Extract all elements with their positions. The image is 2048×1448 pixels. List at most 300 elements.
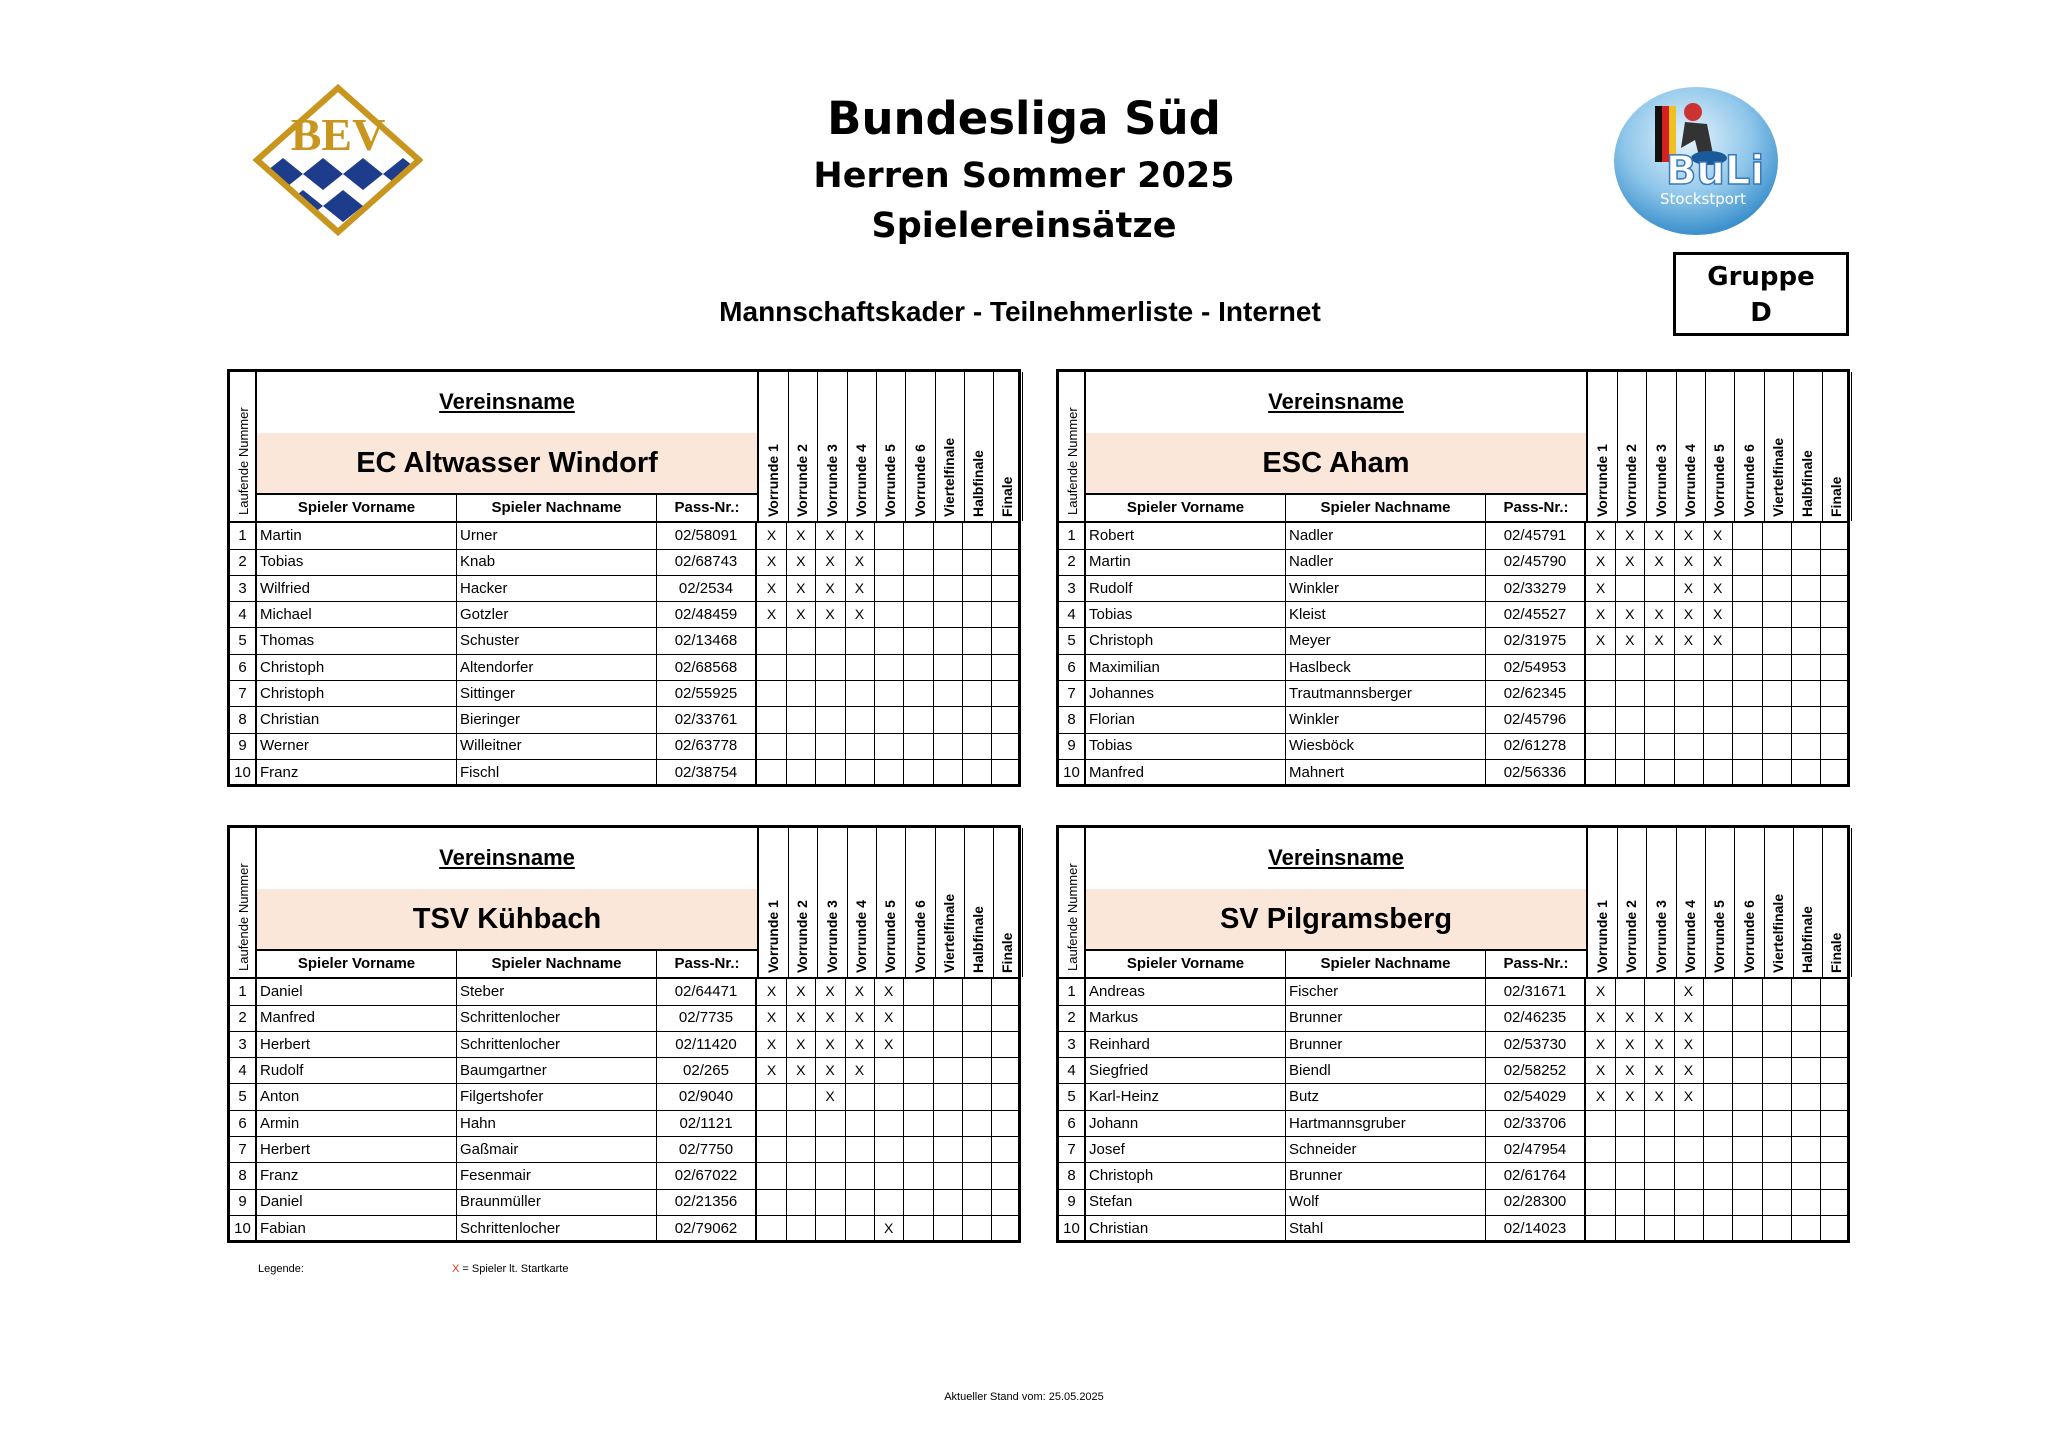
round-mark (1615, 576, 1645, 602)
player-last-name: Meyer (1286, 628, 1486, 654)
round-mark (1703, 1137, 1733, 1163)
round-header: Vorrunde 5 (1705, 828, 1735, 977)
team-table (227, 825, 1021, 1243)
player-first-name: Daniel (257, 979, 457, 1005)
round-mark (1791, 1137, 1821, 1163)
player-row (1059, 1216, 1847, 1243)
round-mark (1791, 549, 1821, 575)
round-mark (1674, 733, 1704, 759)
round-mark (1674, 760, 1704, 787)
round-header: Viertelfinale (1764, 372, 1794, 521)
round-mark (845, 1216, 875, 1243)
player-row (230, 1058, 1018, 1085)
round-mark (874, 628, 904, 654)
player-number: 1 (1059, 979, 1086, 1005)
round-mark: X (1674, 523, 1704, 549)
group-label: Gruppe (1707, 262, 1815, 292)
player-pass-number: 02/45791 (1486, 523, 1586, 549)
player-first-name: Thomas (257, 628, 457, 654)
player-pass-number: 02/63778 (657, 733, 757, 759)
round-mark: X (845, 602, 875, 628)
round-mark (1586, 1189, 1616, 1215)
player-number: 3 (230, 576, 257, 602)
player-first-name: Wilfried (257, 576, 457, 602)
player-number: 6 (230, 655, 257, 681)
player-number: 5 (230, 1084, 257, 1110)
round-mark (962, 979, 992, 1005)
player-pass-number: 02/265 (657, 1058, 757, 1084)
round-mark: X (757, 979, 787, 1005)
round-mark (816, 1111, 846, 1137)
first-name-header: Spieler Vorname (1086, 949, 1286, 977)
round-mark (933, 707, 963, 733)
round-mark (1674, 1189, 1704, 1215)
round-mark (1820, 1084, 1850, 1110)
legend-label: Legende: (258, 1263, 304, 1275)
round-mark (1820, 1163, 1850, 1189)
player-number: 4 (1059, 1058, 1086, 1084)
round-mark (933, 979, 963, 1005)
season-title: Herren Sommer 2025 (813, 156, 1235, 196)
round-mark (1703, 1216, 1733, 1243)
player-number: 1 (230, 523, 257, 549)
round-mark: X (786, 1005, 816, 1031)
round-mark (845, 733, 875, 759)
round-header: Vorrunde 6 (1735, 372, 1765, 521)
player-pass-number: 02/33706 (1486, 1111, 1586, 1137)
player-number: 3 (1059, 576, 1086, 602)
player-pass-number: 02/79062 (657, 1216, 757, 1243)
round-mark (757, 1111, 787, 1137)
round-mark: X (816, 1058, 846, 1084)
round-mark (904, 1032, 934, 1058)
player-pass-number: 02/45790 (1486, 549, 1586, 575)
round-mark: X (874, 979, 904, 1005)
round-mark (904, 1216, 934, 1243)
round-mark (786, 760, 816, 787)
round-header: Vorrunde 2 (788, 372, 818, 521)
round-mark (1820, 655, 1850, 681)
round-mark: X (816, 1084, 846, 1110)
round-mark (1791, 681, 1821, 707)
round-header: Vorrunde 5 (876, 372, 906, 521)
player-number: 6 (1059, 1111, 1086, 1137)
player-number: 7 (1059, 681, 1086, 707)
round-mark: X (1645, 1032, 1675, 1058)
round-mark: X (1703, 523, 1733, 549)
round-mark (874, 1189, 904, 1215)
round-mark (1703, 1163, 1733, 1189)
player-number: 5 (1059, 1084, 1086, 1110)
round-mark (1820, 1111, 1850, 1137)
round-mark (1762, 1111, 1792, 1137)
round-mark (904, 733, 934, 759)
round-mark (1762, 707, 1792, 733)
round-mark: X (1703, 628, 1733, 654)
player-pass-number: 02/53730 (1486, 1032, 1586, 1058)
round-mark (1733, 1137, 1763, 1163)
round-mark (1733, 979, 1763, 1005)
round-mark (933, 628, 963, 654)
player-row (1059, 1084, 1847, 1111)
round-mark (874, 576, 904, 602)
round-mark (816, 1137, 846, 1163)
round-mark: X (1586, 628, 1616, 654)
vereinsname-label: Vereinsname (439, 845, 575, 870)
round-header: Finale (1822, 828, 1852, 977)
round-mark (1791, 707, 1821, 733)
player-first-name: Markus (1086, 1005, 1286, 1031)
round-mark (816, 655, 846, 681)
player-first-name: Anton (257, 1084, 457, 1110)
player-pass-number: 02/56336 (1486, 760, 1586, 787)
round-mark: X (1674, 549, 1704, 575)
round-mark (933, 1137, 963, 1163)
vereinsname-label: Vereinsname (1268, 845, 1404, 870)
player-last-name: Brunner (1286, 1005, 1486, 1031)
player-row (230, 1216, 1018, 1243)
round-mark: X (816, 576, 846, 602)
round-mark: X (1674, 1032, 1704, 1058)
round-mark (933, 1084, 963, 1110)
player-number: 2 (1059, 549, 1086, 575)
round-mark (991, 1189, 1021, 1215)
player-pass-number: 02/61278 (1486, 733, 1586, 759)
player-last-name: Wolf (1286, 1189, 1486, 1215)
round-mark (933, 1058, 963, 1084)
round-mark: X (1674, 1005, 1704, 1031)
player-first-name: Christoph (1086, 628, 1286, 654)
player-row (230, 523, 1018, 550)
player-first-name: Martin (257, 523, 457, 549)
round-header: Vorrunde 2 (1617, 372, 1647, 521)
player-pass-number: 02/33761 (657, 707, 757, 733)
player-row (230, 979, 1018, 1006)
round-mark (1820, 1005, 1850, 1031)
round-mark (1791, 733, 1821, 759)
round-mark: X (1703, 576, 1733, 602)
round-mark: X (757, 549, 787, 575)
player-last-name: Fischl (457, 760, 657, 787)
player-last-name: Gotzler (457, 602, 657, 628)
round-mark (1791, 1032, 1821, 1058)
player-first-name: Martin (1086, 549, 1286, 575)
round-mark (786, 655, 816, 681)
round-header: Halbfinale (1793, 372, 1823, 521)
player-row (1059, 1163, 1847, 1190)
player-number: 4 (1059, 602, 1086, 628)
player-pass-number: 02/31671 (1486, 979, 1586, 1005)
round-header: Vorrunde 5 (1705, 372, 1735, 521)
round-mark (933, 733, 963, 759)
player-number: 8 (1059, 707, 1086, 733)
round-mark (1615, 1163, 1645, 1189)
round-mark (1733, 760, 1763, 787)
round-mark (1703, 707, 1733, 733)
player-last-name: Nadler (1286, 549, 1486, 575)
round-mark: X (1586, 1084, 1616, 1110)
player-row (230, 1163, 1018, 1190)
player-number: 1 (230, 979, 257, 1005)
club-name: SV Pilgramsberg (1086, 889, 1586, 949)
round-mark (904, 628, 934, 654)
round-mark (786, 681, 816, 707)
round-mark (1615, 655, 1645, 681)
round-mark (991, 1163, 1021, 1189)
player-last-name: Schuster (457, 628, 657, 654)
round-mark (1645, 655, 1675, 681)
round-mark (991, 760, 1021, 787)
round-mark (904, 1163, 934, 1189)
player-first-name: Andreas (1086, 979, 1286, 1005)
round-mark (845, 707, 875, 733)
round-header: Halbfinale (964, 372, 994, 521)
player-first-name: Karl-Heinz (1086, 1084, 1286, 1110)
round-mark (1733, 1032, 1763, 1058)
round-mark: X (1615, 602, 1645, 628)
round-mark (1733, 681, 1763, 707)
round-mark (1820, 1216, 1850, 1243)
round-mark (1762, 760, 1792, 787)
round-mark (1674, 681, 1704, 707)
round-mark: X (786, 549, 816, 575)
player-pass-number: 02/67022 (657, 1163, 757, 1189)
player-number: 9 (1059, 733, 1086, 759)
player-pass-number: 02/45527 (1486, 602, 1586, 628)
player-first-name: Franz (257, 760, 457, 787)
round-mark (1674, 1111, 1704, 1137)
player-number: 2 (1059, 1005, 1086, 1031)
player-pass-number: 02/55925 (657, 681, 757, 707)
player-number: 10 (230, 760, 257, 787)
player-number: 7 (1059, 1137, 1086, 1163)
player-first-name: Tobias (1086, 602, 1286, 628)
round-mark (904, 1111, 934, 1137)
player-number: 2 (230, 549, 257, 575)
round-mark (845, 760, 875, 787)
round-mark (757, 628, 787, 654)
round-mark (991, 1032, 1021, 1058)
pass-number-header: Pass-Nr.: (657, 949, 757, 977)
player-last-name: Baumgartner (457, 1058, 657, 1084)
round-mark (1820, 760, 1850, 787)
player-first-name: Josef (1086, 1137, 1286, 1163)
player-first-name: Christian (257, 707, 457, 733)
player-last-name: Bieringer (457, 707, 657, 733)
round-mark (991, 523, 1021, 549)
round-mark (1733, 1084, 1763, 1110)
round-mark (991, 1084, 1021, 1110)
round-mark (757, 655, 787, 681)
round-mark (991, 733, 1021, 759)
round-mark (1791, 576, 1821, 602)
round-headers (757, 372, 1021, 521)
player-row (230, 655, 1018, 682)
player-number: 5 (230, 628, 257, 654)
player-row (1059, 628, 1847, 655)
round-mark (962, 1058, 992, 1084)
player-row (1059, 1189, 1847, 1216)
legend-entry (452, 1263, 568, 1275)
player-last-name: Steber (457, 979, 657, 1005)
round-mark (991, 979, 1021, 1005)
round-mark (991, 1058, 1021, 1084)
player-last-name: Gaßmair (457, 1137, 657, 1163)
round-mark (962, 576, 992, 602)
round-mark (1762, 681, 1792, 707)
round-header: Vorrunde 3 (1647, 828, 1677, 977)
round-mark (1820, 1032, 1850, 1058)
round-mark (816, 733, 846, 759)
round-mark (904, 1058, 934, 1084)
round-mark (786, 733, 816, 759)
player-number: 9 (1059, 1189, 1086, 1215)
round-mark (1820, 1058, 1850, 1084)
round-mark (757, 681, 787, 707)
round-mark (962, 733, 992, 759)
round-mark (1703, 1005, 1733, 1031)
round-mark: X (786, 1032, 816, 1058)
player-number: 8 (230, 707, 257, 733)
round-mark (1586, 681, 1616, 707)
player-number: 7 (230, 1137, 257, 1163)
last-name-header: Spieler Nachname (1286, 949, 1486, 977)
player-pass-number: 02/33279 (1486, 576, 1586, 602)
round-mark: X (1586, 602, 1616, 628)
round-mark (991, 549, 1021, 575)
round-header: Vorrunde 3 (818, 828, 848, 977)
round-mark (962, 549, 992, 575)
round-mark (991, 628, 1021, 654)
player-first-name: Christoph (257, 655, 457, 681)
round-mark (1791, 1058, 1821, 1084)
round-mark (933, 576, 963, 602)
player-first-name: Michael (257, 602, 457, 628)
pass-number-header: Pass-Nr.: (1486, 493, 1586, 521)
round-mark (1703, 1084, 1733, 1110)
round-mark (933, 602, 963, 628)
player-pass-number: 02/58252 (1486, 1058, 1586, 1084)
round-mark (962, 1137, 992, 1163)
subtitle: Mannschaftskader - Teilnehmerliste - Internet (719, 296, 1321, 327)
club-name: ESC Aham (1086, 433, 1586, 493)
round-mark (904, 979, 934, 1005)
round-header: Vorrunde 1 (759, 828, 789, 977)
round-mark: X (845, 1005, 875, 1031)
pass-number-header: Pass-Nr.: (1486, 949, 1586, 977)
player-last-name: Brunner (1286, 1163, 1486, 1189)
player-last-name: Schrittenlocher (457, 1216, 657, 1243)
round-mark (1733, 655, 1763, 681)
player-first-name: Armin (257, 1111, 457, 1137)
group-box (1673, 252, 1849, 336)
round-mark (1791, 602, 1821, 628)
group-value: D (1750, 298, 1772, 328)
round-mark (1762, 576, 1792, 602)
player-last-name: Urner (457, 523, 657, 549)
round-mark (1791, 979, 1821, 1005)
club-name: EC Altwasser Windorf (257, 433, 757, 493)
round-mark (1615, 760, 1645, 787)
round-mark (816, 1189, 846, 1215)
round-mark (904, 1137, 934, 1163)
round-mark (1615, 733, 1645, 759)
round-mark (874, 1084, 904, 1110)
round-mark (1762, 1005, 1792, 1031)
player-number: 10 (230, 1216, 257, 1243)
round-mark (962, 628, 992, 654)
round-mark (874, 602, 904, 628)
player-row (1059, 576, 1847, 603)
round-mark (962, 655, 992, 681)
round-mark (1733, 733, 1763, 759)
round-mark (962, 1005, 992, 1031)
player-last-name: Fesenmair (457, 1163, 657, 1189)
player-last-name: Schneider (1286, 1137, 1486, 1163)
round-mark: X (816, 1032, 846, 1058)
round-mark: X (874, 1032, 904, 1058)
player-last-name: Altendorfer (457, 655, 657, 681)
vereinsname-label: Vereinsname (439, 389, 575, 414)
round-header: Finale (993, 372, 1023, 521)
round-mark (1762, 979, 1792, 1005)
round-mark: X (1615, 1058, 1645, 1084)
round-mark (962, 1216, 992, 1243)
player-pass-number: 02/7750 (657, 1137, 757, 1163)
player-number: 10 (1059, 1216, 1086, 1243)
laufende-nummer-header: Laufende Nummer (230, 372, 257, 521)
round-mark (874, 1163, 904, 1189)
round-mark (1703, 655, 1733, 681)
round-mark: X (757, 1032, 787, 1058)
player-first-name: Johann (1086, 1111, 1286, 1137)
player-pass-number: 02/1121 (657, 1111, 757, 1137)
round-mark (874, 681, 904, 707)
footer-status-date: Aktueller Stand vom: 25.05.2025 (944, 1391, 1104, 1403)
round-header: Halbfinale (1793, 828, 1823, 977)
round-mark (962, 1189, 992, 1215)
player-first-name: Franz (257, 1163, 457, 1189)
round-mark: X (1674, 1058, 1704, 1084)
round-mark (933, 523, 963, 549)
player-row (1059, 979, 1847, 1006)
round-mark: X (1586, 549, 1616, 575)
round-mark: X (1615, 1032, 1645, 1058)
round-mark (1762, 602, 1792, 628)
player-row (230, 628, 1018, 655)
player-pass-number: 02/38754 (657, 760, 757, 787)
round-mark (845, 628, 875, 654)
player-row (230, 576, 1018, 603)
round-mark (1586, 707, 1616, 733)
round-mark (1762, 628, 1792, 654)
round-mark: X (786, 979, 816, 1005)
page-title: Bundesliga Süd (827, 92, 1221, 145)
round-mark (933, 1163, 963, 1189)
player-pass-number: 02/48459 (657, 602, 757, 628)
round-mark (874, 1137, 904, 1163)
round-mark (1703, 1189, 1733, 1215)
round-mark (933, 1005, 963, 1031)
round-mark (1645, 681, 1675, 707)
team-table (1056, 369, 1850, 787)
player-pass-number: 02/9040 (657, 1084, 757, 1110)
round-mark (1586, 1137, 1616, 1163)
round-mark (1645, 1189, 1675, 1215)
round-mark (816, 1163, 846, 1189)
player-number: 3 (1059, 1032, 1086, 1058)
player-first-name: Maximilian (1086, 655, 1286, 681)
